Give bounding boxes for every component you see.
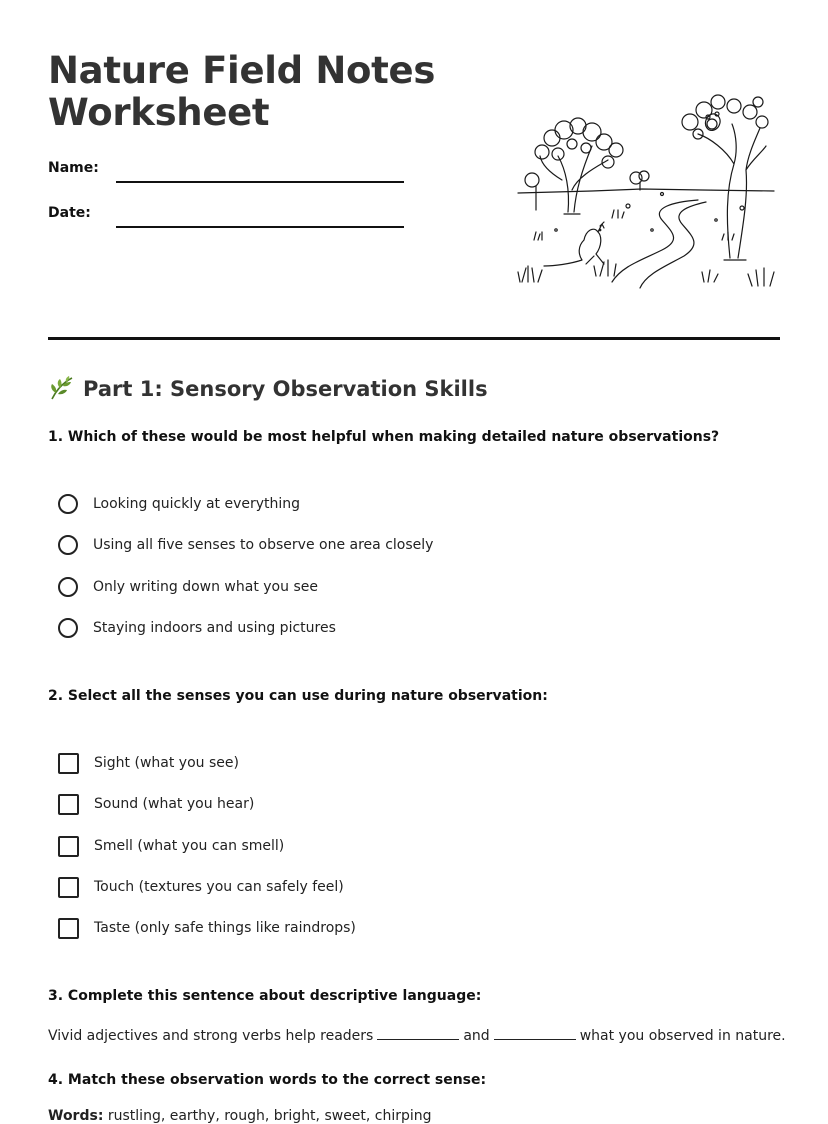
q2-option-label: Taste (only safe things like raindrops) (94, 920, 356, 936)
section-divider (48, 337, 780, 340)
radio-button[interactable] (58, 494, 78, 514)
leaf-icon (48, 375, 75, 402)
q2-option-3[interactable] (58, 834, 284, 858)
question-2: 2. Select all the senses you can use during nature observation: (48, 688, 548, 704)
title-line-2: Worksheet (48, 91, 270, 134)
question-1: 1. Which of these would be most helpful when making detailed nature observations? (48, 429, 720, 445)
q1-option-3[interactable] (58, 575, 318, 599)
outback-landscape-icon (512, 90, 780, 290)
date-field[interactable] (48, 205, 408, 229)
date-line[interactable] (116, 226, 404, 228)
q1-option-label: Only writing down what you see (93, 579, 318, 595)
q2-option-4[interactable] (58, 875, 344, 899)
q3-sentence (48, 1027, 786, 1044)
title-line-1: Nature Field Notes (48, 49, 436, 92)
q1-option-label: Looking quickly at everything (93, 496, 301, 512)
part-1-heading (48, 375, 488, 402)
radio-button[interactable] (58, 535, 78, 555)
checkbox[interactable] (58, 877, 79, 898)
name-label: Name: (48, 160, 99, 176)
radio-button[interactable] (58, 577, 78, 597)
q2-option-label: Touch (textures you can safely feel) (94, 879, 344, 895)
checkbox[interactable] (58, 918, 79, 939)
q1-option-4[interactable] (58, 616, 336, 640)
q1-option-2[interactable] (58, 533, 433, 557)
name-line[interactable] (116, 181, 404, 183)
question-4: 4. Match these observation words to the correct sense: (48, 1072, 487, 1088)
q3-blank-2[interactable] (494, 1027, 576, 1040)
q1-option-1[interactable] (58, 492, 300, 516)
q2-option-label: Sight (what you see) (94, 755, 239, 771)
question-3: 3. Complete this sentence about descriptive language: (48, 988, 482, 1004)
q1-option-label: Using all five senses to observe one area closely (93, 537, 434, 553)
radio-button[interactable] (58, 618, 78, 638)
worksheet-title (48, 50, 435, 134)
q1-option-label: Staying indoors and using pictures (93, 620, 336, 636)
date-label: Date: (48, 205, 91, 221)
q4-words-label: Words: (48, 1108, 104, 1124)
q2-option-5[interactable] (58, 916, 356, 940)
name-field[interactable] (48, 160, 408, 184)
q4-word-list (48, 1108, 432, 1124)
checkbox[interactable] (58, 836, 79, 857)
q3-part-a: Vivid adjectives and strong verbs help readers (48, 1028, 374, 1044)
checkbox[interactable] (58, 753, 79, 774)
part-1-title: Part 1: Sensory Observation Skills (83, 376, 488, 401)
q2-option-1[interactable] (58, 751, 239, 775)
q2-option-2[interactable] (58, 792, 254, 816)
q3-part-b: and (463, 1028, 490, 1044)
q2-option-label: Sound (what you hear) (94, 796, 255, 812)
checkbox[interactable] (58, 794, 79, 815)
q2-option-label: Smell (what you can smell) (94, 838, 285, 854)
q3-part-c: what you observed in nature. (579, 1028, 786, 1044)
q4-words: rustling, earthy, rough, bright, sweet, chirping (107, 1108, 432, 1124)
q3-blank-1[interactable] (377, 1027, 459, 1040)
